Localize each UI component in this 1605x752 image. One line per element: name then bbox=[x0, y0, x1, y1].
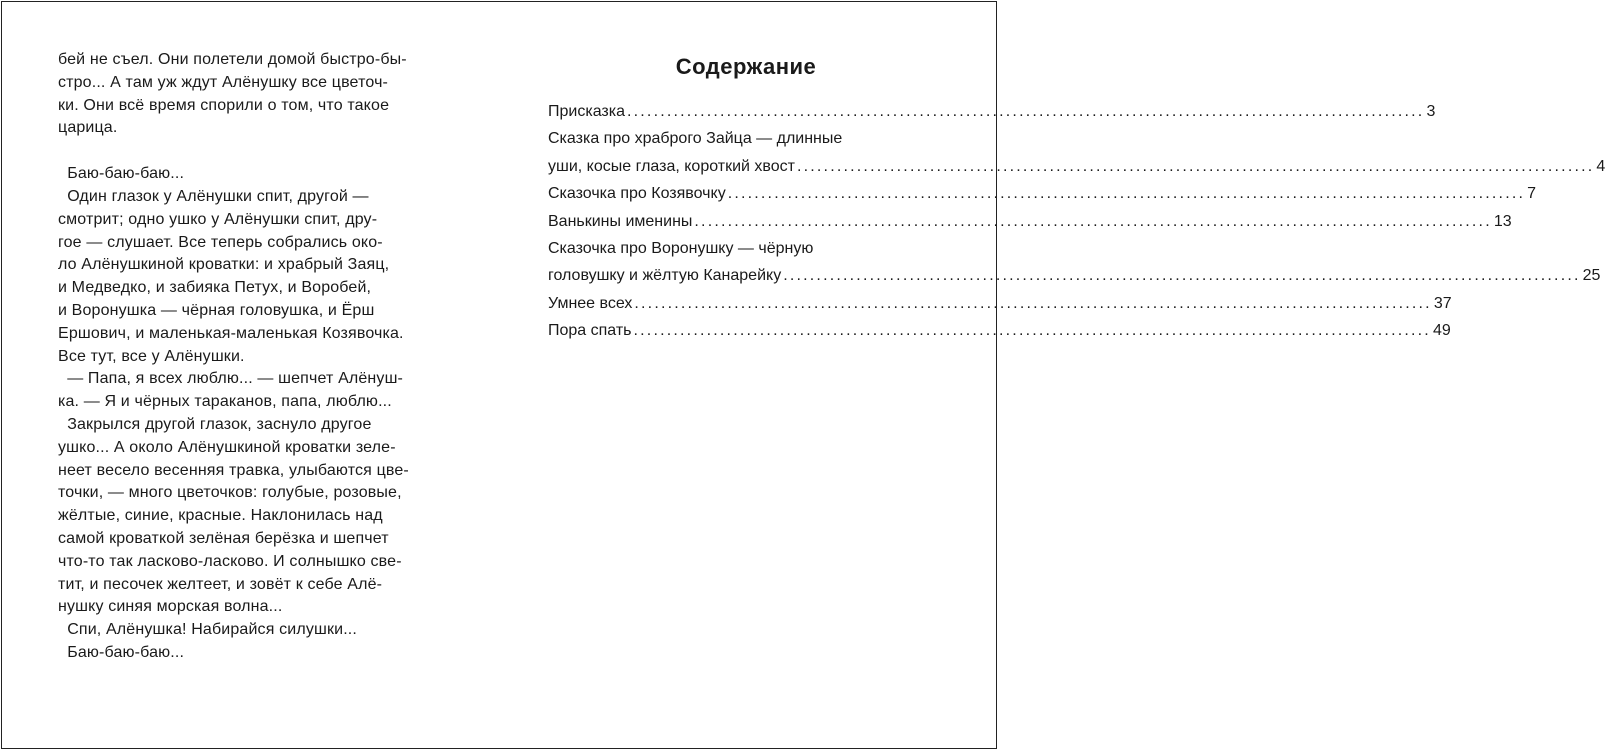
text-line: и Медведко, и забияка Петух, и Воробей, bbox=[58, 279, 372, 297]
text-line: Закрылся другой глазок, заснуло другое bbox=[58, 415, 372, 433]
text-line: точки, — много цветочков: голубые, розовые, bbox=[58, 484, 402, 502]
toc-leader: ........................................................................................................................ bbox=[634, 294, 1432, 312]
text-line: бей не съел. Они полетели домой быстро-бы- bbox=[58, 51, 407, 68]
toc-entry[interactable] bbox=[548, 317, 1451, 344]
toc-leader: ........................................................................................................................ bbox=[783, 267, 1581, 285]
toc-page-number: 3 bbox=[1426, 103, 1436, 120]
story-paragraph bbox=[58, 163, 458, 665]
text-line: гое — слушает. Все теперь собрались око- bbox=[58, 233, 383, 251]
text-line: царица. bbox=[58, 119, 118, 137]
toc-page-number: 4 bbox=[1596, 157, 1605, 175]
toc-leader: ........................................................................................................................ bbox=[627, 103, 1425, 120]
toc-entry[interactable] bbox=[548, 208, 1512, 235]
text-line: Баю-баю-баю... bbox=[58, 643, 185, 661]
story-paragraph bbox=[58, 49, 458, 140]
text-line: Один глазок у Алёнушки спит, другой — bbox=[58, 187, 369, 205]
text-line: — Папа, я всех люблю... — шепчет Алёнуш- bbox=[58, 370, 404, 388]
toc-entry[interactable] bbox=[548, 180, 1537, 207]
toc-page-number: 7 bbox=[1527, 185, 1537, 203]
text-line: тит, и песочек желтеет, и зовёт к себе Алё- bbox=[58, 575, 383, 593]
text-line: самой кроваткой зелёная берёзка и шепчет bbox=[58, 529, 389, 547]
text-line: стро... А там уж ждут Алёнушку все цветоч- bbox=[58, 73, 389, 91]
table-of-contents bbox=[548, 52, 1605, 345]
toc-entry-title-cont: уши, косые глаза, короткий хвост bbox=[548, 157, 795, 175]
toc-page-number: 13 bbox=[1493, 212, 1512, 230]
text-line: жёлтые, синие, красные. Наклонилась над bbox=[58, 507, 383, 525]
toc-entry[interactable] bbox=[548, 125, 1605, 180]
toc-entry[interactable] bbox=[548, 98, 1436, 125]
toc-entry-title: Сказочка про Воронушку — чёрную bbox=[548, 239, 814, 257]
text-line: неет весело весенняя травка, улыбаются цве- bbox=[58, 461, 409, 479]
toc-page-number: 49 bbox=[1432, 322, 1451, 340]
toc-page-number: 37 bbox=[1433, 294, 1452, 312]
text-line: ки. Они всё время спорили о том, что такое bbox=[58, 96, 390, 114]
text-line: нушку синяя морская волна... bbox=[58, 598, 283, 616]
story-text-page bbox=[58, 49, 458, 665]
toc-leader: ........................................................................................................................ bbox=[633, 322, 1431, 340]
toc-leader: ........................................................................................................................ bbox=[694, 212, 1492, 230]
text-line: ло Алёнушкиной кроватки: и храбрый Заяц, bbox=[58, 256, 390, 274]
toc-entry-title: Пора спать bbox=[548, 322, 632, 340]
toc-title: Содержание bbox=[675, 54, 817, 79]
text-line: Все тут, все у Алёнушки. bbox=[58, 347, 245, 365]
toc-entry-title: Сказочка про Козявочку bbox=[548, 185, 726, 203]
text-line: Спи, Алёнушка! Набирайся силушки... bbox=[58, 621, 357, 639]
toc-entry-title: Ванькины именины bbox=[548, 212, 693, 230]
toc-entry-title-cont: головушку и жёлтую Канарейку bbox=[548, 267, 782, 285]
toc-entry-title: Умнее всех bbox=[548, 294, 633, 312]
text-line: и Воронушка — чёрная головушка, и Ёрш bbox=[58, 301, 375, 319]
toc-entry-title: Присказка bbox=[548, 103, 625, 120]
text-line: Ершович, и маленькая-маленькая Козявочка. bbox=[58, 324, 404, 342]
paragraph-gap bbox=[58, 140, 458, 163]
text-line: Баю-баю-баю... bbox=[58, 165, 185, 183]
toc-entry[interactable] bbox=[548, 290, 1452, 317]
text-line: что-то так ласково-ласково. И солнышко све- bbox=[58, 552, 402, 570]
text-line: ушко... А около Алёнушкиной кроватки зеле- bbox=[58, 438, 396, 456]
text-line: смотрит; одно ушко у Алёнушки спит, дру- bbox=[58, 210, 378, 228]
toc-page-number: 25 bbox=[1582, 267, 1601, 285]
toc-entry-title: Сказка про храброго Зайца — длинные bbox=[548, 130, 843, 148]
toc-entry[interactable] bbox=[548, 235, 1601, 290]
toc-leader: ........................................................................................................................ bbox=[796, 157, 1595, 175]
text-line: ка. — Я и чёрных тараканов, папа, люблю... bbox=[58, 393, 392, 411]
toc-leader: ........................................................................................................................ bbox=[727, 185, 1526, 203]
